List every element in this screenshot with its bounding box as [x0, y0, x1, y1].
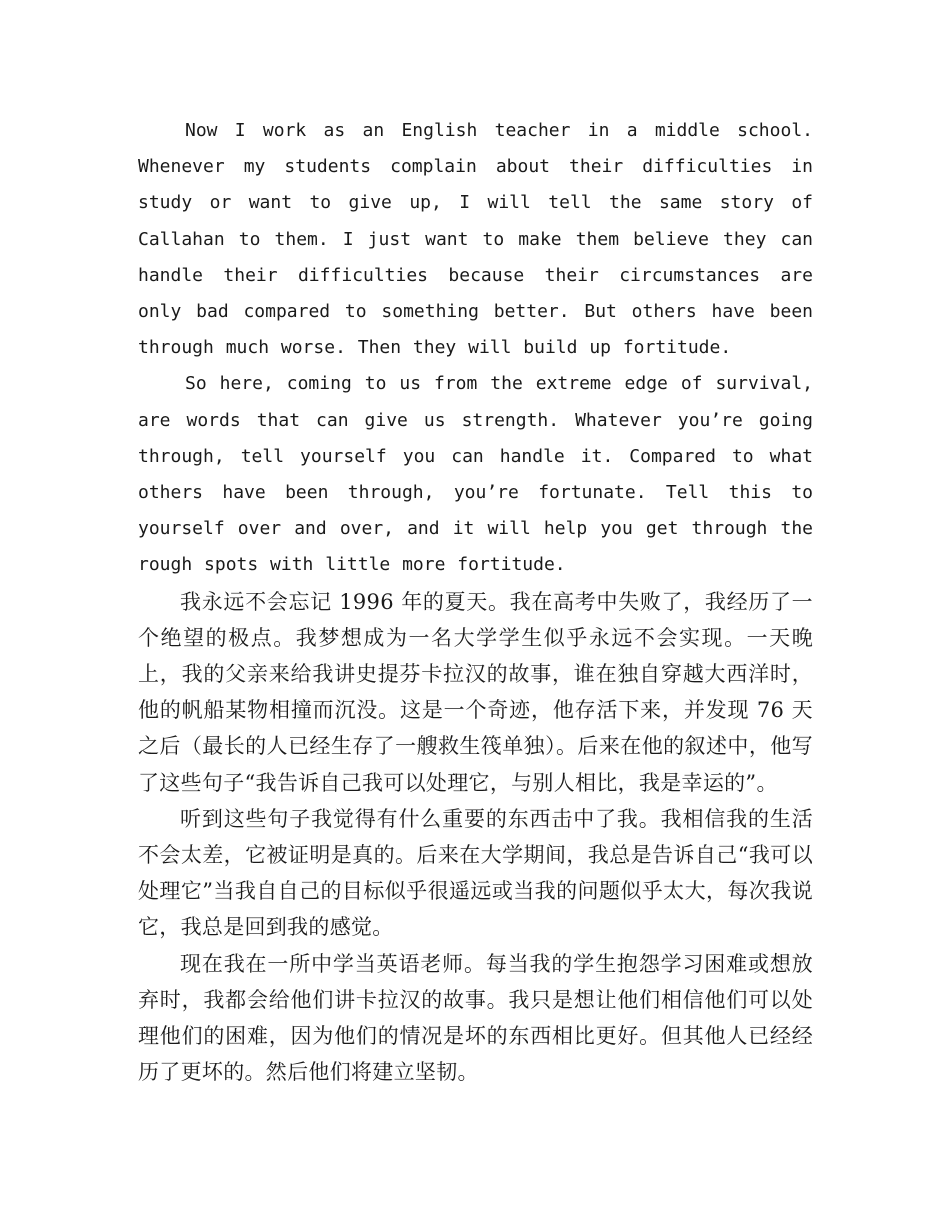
- paragraph-en-2: So here, coming to us from the extreme edge of survival, are words that can give us strength. Whatever you’re going through, tell yourself you can handle it. Compared to what others have been through, you’re fortunate. Tell this to yourself over and over, and it will help you get through the rough spots with little more fortitude.: [138, 373, 813, 576]
- document-body: [138, 113, 813, 1090]
- paragraph-zh-2: 听到这些句子我觉得有什么重要的东西击中了我。我相信我的生活不会太差，它被证明是真的。后来在大学期间，我总是告诉自己“我可以处理它”当我自自己的目标似乎很遥远或当我的问题似乎太大，每次我说它，我总是回到我的感觉。: [138, 806, 813, 940]
- paragraph-zh-3: 现在我在一所中学当英语老师。每当我的学生抱怨学习困难或想放弃时，我都会给他们讲卡拉汉的故事。我只是想让他们相信他们可以处理他们的困难，因为他们的情况是坏的东西相比更好。但其他人已经经历了更坏的。然后他们将建立坚韧。: [138, 951, 813, 1085]
- paragraph-zh-1: 我永远不会忘记 1996 年的夏天。我在高考中失败了，我经历了一个绝望的极点。我梦想成为一名大学学生似乎永远不会实现。一天晚上，我的父亲来给我讲史提芬卡拉汉的故事，谁在独自穿越大西洋时，他的帆船某物相撞而沉没。这是一个奇迹，他存活下来，并发现 76 天之后（最长的人已经生存了一艘救生筏单独）。后来在他的叙述中，他写了这些句子“我告诉自己我可以处理它，与别人相比，我是幸运的”。: [138, 589, 813, 795]
- paragraph-en-1: Now I work as an English teacher in a middle school. Whenever my students complain about their difficulties in study or want to give up, I will tell the same story of Callahan to them. I just want to make them believe they can handle their difficulties because their circumstances are only bad compared to something better. But others have been through much worse. Then they will build up fortitude.: [138, 120, 813, 359]
